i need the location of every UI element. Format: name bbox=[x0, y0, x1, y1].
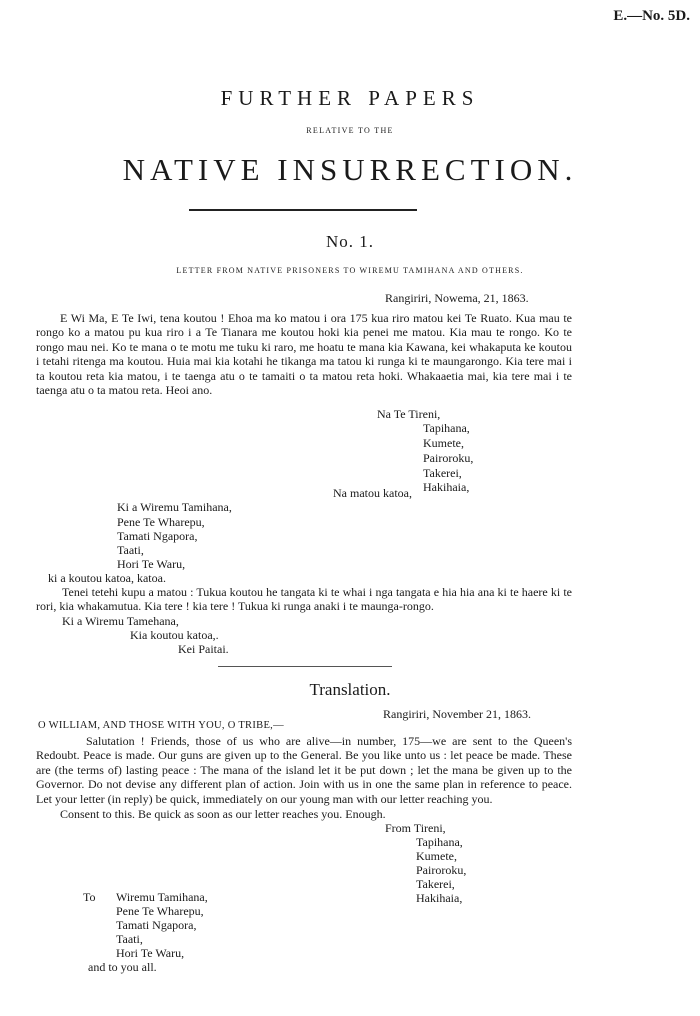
translation-consent: Consent to this. Be quick as soon as our letter reaches you. Enough. bbox=[60, 807, 386, 821]
maori-from-name: Pairoroku, bbox=[423, 451, 474, 465]
maori-ps-from: Kei Paitai. bbox=[178, 642, 229, 656]
translation-from-name: Pairoroku, bbox=[416, 863, 467, 877]
title-line-3: NATIVE INSURRECTION. bbox=[122, 152, 578, 187]
translation-to-name: Pene Te Wharepu, bbox=[116, 904, 204, 918]
document-ref: E.—No. 5D. bbox=[613, 8, 690, 24]
translation-to-first: Wiremu Tamihana, bbox=[116, 890, 208, 904]
title-line-2: RELATIVE TO THE bbox=[306, 126, 394, 135]
maori-body: E Wi Ma, E Te Iwi, tena koutou ! Ehoa ma ko matou i ora 175 kua riro matou kei Te Ruato. Kua mau te rongo ko a matou pu kua riro i a Te Tianara me koutou hoki kia penei me matou. Kia mau te rongo. Ko te rongo mau nei. Ko te mana o te motu me tuku ki raro, me hoatu te mana kia Kawana, kei whakaputa ke koutou i tetahi ritenga ma koutou. Huia mai kia kotahi he tikanga ma tatou ki runga ki te maungarongo. Kia tere mai i ta koutou reta kia matou, i te taenga atu o te tamaiti o ta matou reta hoki. Whakaaetia mai, kia tere mai i te taenga atu o ta matou reta. Heoi ano. bbox=[36, 311, 572, 398]
translation-to-name: Taati, bbox=[116, 932, 143, 946]
title-rule bbox=[189, 209, 417, 211]
translation-heading: Translation. bbox=[309, 680, 391, 699]
maori-from-name: Takerei, bbox=[423, 466, 462, 480]
maori-to-all: ki a koutou katoa, katoa. bbox=[48, 571, 166, 585]
translation-from-name: Tapihana, bbox=[416, 835, 463, 849]
maori-to-name: Hori Te Waru, bbox=[117, 557, 186, 571]
maori-from-intro: Na Te Tireni, bbox=[377, 407, 441, 421]
translation-body: Salutation ! Friends, those of us who are alive—in number, 175—we are sent to the Queen's Redoubt. Peace is made. Our guns are given up to the General. Be you like unto us : let peace be made. These are (the terms of) lasting peace : The mana of the island let it be put down ; let the mana be given up to the Governor. Do not devise any different plan of action. Join with us in one the same plan in reference to peace. Let your letter (in reply) be quick, immediately on our young man with our letter reaching you. bbox=[36, 734, 572, 806]
translation-place-date: Rangiriri, November 21, 1863. bbox=[383, 707, 531, 721]
translation-to-all: and to you all. bbox=[88, 960, 157, 974]
maori-to-intro: Ki a Wiremu Tamihana, bbox=[117, 500, 232, 514]
maori-to-name: Pene Te Wharepu, bbox=[117, 515, 205, 529]
maori-from-all: Na matou katoa, bbox=[333, 486, 412, 500]
translation-to-name: Tamati Ngapora, bbox=[116, 918, 197, 932]
maori-postscript: Tenei tetehi kupu a matou : Tukua koutou he tangata ki te whai i nga tangata e hia hia ana ki te haere ki te rori, kia whakamutua. Kia tere ! kia tere ! Tukua ki runga anaki i te maunga-rongo. bbox=[36, 585, 572, 614]
section-number: No. 1. bbox=[325, 232, 375, 251]
maori-to-name: Taati, bbox=[117, 543, 144, 557]
maori-from-name: Kumete, bbox=[423, 436, 464, 450]
letter-title: LETTER FROM NATIVE PRISONERS TO WIREMU TAMIHANA AND OTHERS. bbox=[176, 266, 524, 275]
translation-salutation: O WILLIAM, AND THOSE WITH YOU, O TRIBE,— bbox=[38, 720, 284, 731]
translation-from-intro: From Tireni, bbox=[385, 821, 446, 835]
maori-ps-all: Kia koutou katoa,. bbox=[130, 628, 219, 642]
translation-from-name: Kumete, bbox=[416, 849, 457, 863]
section-rule bbox=[218, 666, 392, 667]
translation-to-label: To bbox=[83, 890, 96, 904]
translation-from-name: Hakihaia, bbox=[416, 891, 463, 905]
translation-to-name: Hori Te Waru, bbox=[116, 946, 185, 960]
maori-from-name: Tapihana, bbox=[423, 421, 470, 435]
translation-from-name: Takerei, bbox=[416, 877, 455, 891]
maori-place-date: Rangiriri, Nowema, 21, 1863. bbox=[385, 291, 529, 305]
maori-to-name: Tamati Ngapora, bbox=[117, 529, 198, 543]
maori-from-name: Hakihaia, bbox=[423, 480, 470, 494]
title-line-1: FURTHER PAPERS bbox=[220, 86, 480, 110]
maori-ps-to: Ki a Wiremu Tamehana, bbox=[62, 614, 179, 628]
